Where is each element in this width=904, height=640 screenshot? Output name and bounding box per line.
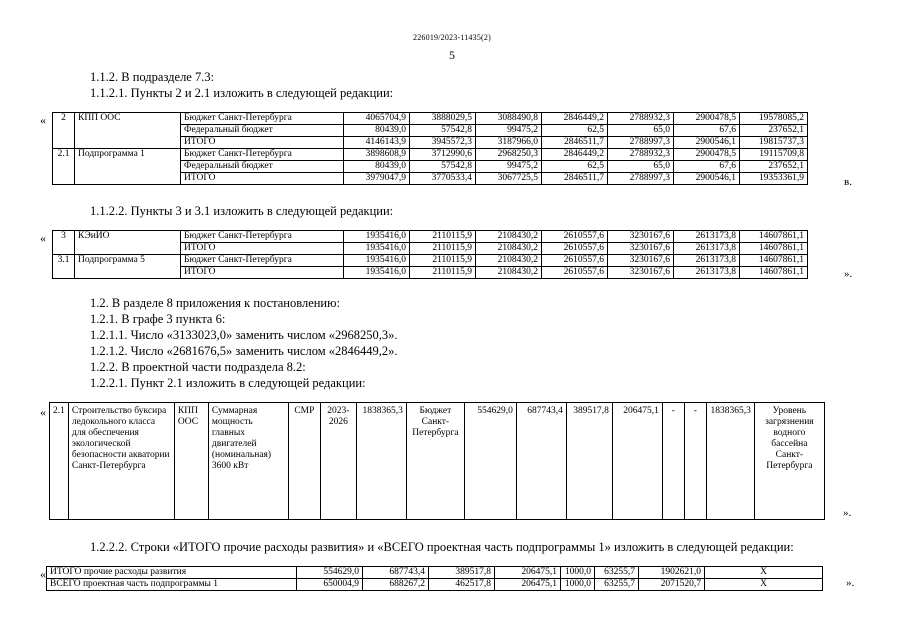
work-type: СМР — [288, 403, 320, 520]
organization: КПП ООС — [174, 403, 208, 520]
row-name: Подпрограмма 1 — [75, 149, 181, 185]
table-section-2 — [52, 112, 808, 185]
value-cell: 2846511,7 — [542, 173, 608, 185]
value-cell: 688267,2 — [363, 579, 429, 591]
value-cell: 65,0 — [608, 125, 674, 137]
value-cell: 2788997,3 — [608, 173, 674, 185]
table-row — [53, 149, 808, 161]
value-cell: 1935416,0 — [344, 231, 410, 243]
value-cell: 2613173,8 — [674, 255, 740, 267]
table-section-3 — [52, 230, 808, 279]
value-cell: 1000,0 — [561, 579, 595, 591]
value-cell: 19115709,8 — [740, 149, 808, 161]
value-cell: 4065704,9 — [344, 113, 410, 125]
value-cell: 3230167,6 — [608, 243, 674, 255]
value-cell: 2610557,6 — [542, 255, 608, 267]
value-cell: 4146143,9 — [344, 137, 410, 149]
open-quote: « — [40, 405, 46, 419]
paragraph-1-2-1-2: 1.2.1.2. Число «2681676,5» заменить числом «2846449,2». — [90, 344, 398, 358]
value-cell: 2108430,2 — [476, 243, 542, 255]
value-cell: 2900478,5 — [674, 113, 740, 125]
value-cell: 14607861,1 — [740, 255, 808, 267]
value-cell: 237652,1 — [740, 161, 808, 173]
value-cell: 389517,8 — [566, 403, 612, 520]
value-cell: 650004,9 — [297, 579, 363, 591]
value-cell: 3888029,5 — [410, 113, 476, 125]
paragraph-1-2-2-1: 1.2.2.1. Пункт 2.1 изложить в следующей редакции: — [90, 376, 366, 390]
table-totals — [46, 566, 823, 591]
value-cell: 2110115,9 — [410, 267, 476, 279]
value-cell: 1935416,0 — [344, 255, 410, 267]
row-name: КЭиИО — [75, 231, 181, 255]
closing-mark: в. — [844, 176, 852, 188]
close-quote: ». — [846, 577, 855, 589]
value-cell: 3770533,4 — [410, 173, 476, 185]
value-cell: 63255,7 — [595, 567, 639, 579]
value-cell: 237652,1 — [740, 125, 808, 137]
row-number: 2 — [53, 113, 75, 149]
value-cell: 2613173,8 — [674, 267, 740, 279]
paragraph-1-1-2: 1.1.2. В подразделе 7.3: — [90, 70, 215, 84]
value-cell: 3979047,9 — [344, 173, 410, 185]
value-cell: 2846511,7 — [542, 137, 608, 149]
value-cell: 67,6 — [674, 161, 740, 173]
row-label: ИТОГО прочие расходы развития — [47, 567, 297, 579]
value-cell: 1935416,0 — [344, 267, 410, 279]
value-cell: 2110115,9 — [410, 255, 476, 267]
funding-source: ИТОГО — [181, 243, 344, 255]
paragraph-1-2-2-2: 1.2.2.2. Строки «ИТОГО прочие расходы развития» и «ВСЕГО проектная часть подпрограммы 1» изложить в следующей редакции: — [90, 540, 794, 554]
value-cell: 62,5 — [542, 125, 608, 137]
value-cell: 99475,2 — [476, 161, 542, 173]
paragraph-1-2-1: 1.2.1. В графе 3 пункта 6: — [90, 312, 226, 326]
value-cell: 14607861,1 — [740, 243, 808, 255]
row-name: КПП ООС — [75, 113, 181, 149]
row-label: ВСЕГО проектная часть подпрограммы 1 — [47, 579, 297, 591]
funding-source: Федеральный бюджет — [181, 125, 344, 137]
value-cell: 462517,8 — [429, 579, 495, 591]
paragraph-1-1-2-2: 1.1.2.2. Пункты 3 и 3.1 изложить в следующей редакции: — [90, 204, 394, 218]
value-cell: 2108430,2 — [476, 267, 542, 279]
value-cell: 2788932,3 — [608, 113, 674, 125]
value-cell: 57542,8 — [410, 161, 476, 173]
value-cell: 80439,0 — [344, 125, 410, 137]
table-row — [47, 579, 823, 591]
close-quote: ». — [844, 268, 853, 280]
table-row — [47, 567, 823, 579]
funding-source: Бюджет Санкт-Петербурга — [181, 255, 344, 267]
value-cell: 1935416,0 — [344, 243, 410, 255]
value-cell: 554629,0 — [464, 403, 516, 520]
value-cell: 3230167,6 — [608, 231, 674, 243]
value-cell: 63255,7 — [595, 579, 639, 591]
value-cell: 62,5 — [542, 161, 608, 173]
value-cell: 206475,1 — [495, 579, 561, 591]
value-cell: 19578085,2 — [740, 113, 808, 125]
value-cell: 3230167,6 — [608, 255, 674, 267]
funding-source: Бюджет Санкт-Петербурга — [181, 149, 344, 161]
value-cell: 67,6 — [674, 125, 740, 137]
table-row — [53, 231, 808, 243]
open-quote: « — [40, 231, 46, 245]
open-quote: « — [40, 567, 46, 581]
funding-source: Федеральный бюджет — [181, 161, 344, 173]
funding-source: Бюджет Санкт-Петербурга — [181, 231, 344, 243]
value-cell: 2110115,9 — [410, 231, 476, 243]
value-cell: 389517,8 — [429, 567, 495, 579]
value-cell: 65,0 — [608, 161, 674, 173]
paragraph-1-2: 1.2. В разделе 8 приложения к постановлению: — [90, 296, 340, 310]
value-cell: 554629,0 — [297, 567, 363, 579]
paragraph-1-2-1-1: 1.2.1.1. Число «3133023,0» заменить числом «2968250,3». — [90, 328, 398, 342]
row-name: Подпрограмма 5 — [75, 255, 181, 279]
value-cell: 2900546,1 — [674, 137, 740, 149]
value-cell: 19353361,9 — [740, 173, 808, 185]
value-cell: 2110115,9 — [410, 243, 476, 255]
value-cell: 2610557,6 — [542, 267, 608, 279]
value-cell: 3088490,8 — [476, 113, 542, 125]
value-cell: 2610557,6 — [542, 231, 608, 243]
value-cell: 687743,4 — [363, 567, 429, 579]
value-cell: 3712990,6 — [410, 149, 476, 161]
value-cell: 2108430,2 — [476, 255, 542, 267]
value-cell: 2900478,5 — [674, 149, 740, 161]
row-number: 2.1 — [53, 149, 75, 185]
paragraph-1-1-2-1: 1.1.2.1. Пункты 2 и 2.1 изложить в следующей редакции: — [90, 86, 394, 100]
value-cell: 2613173,8 — [674, 243, 740, 255]
value-cell: 2788932,3 — [608, 149, 674, 161]
value-cell: 1000,0 — [561, 567, 595, 579]
value-cell: 206475,1 — [495, 567, 561, 579]
value-cell: - — [684, 403, 706, 520]
x-cell: Х — [705, 567, 823, 579]
description: Суммарная мощность главных двигателей (номинальная) 3600 кВт — [208, 403, 288, 520]
value-cell: 14607861,1 — [740, 231, 808, 243]
value-cell: 2071520,7 — [639, 579, 705, 591]
funding-source: Бюджет Санкт-Петербурга — [406, 403, 464, 520]
value-cell: 19815737,3 — [740, 137, 808, 149]
value-cell: 57542,8 — [410, 125, 476, 137]
total-cost: 1838365,3 — [356, 403, 406, 520]
value-cell: 80439,0 — [344, 161, 410, 173]
object-name: Строительство буксира ледокольного класса для обеспечения экологической безопасности акватории Санкт-Петербурга — [68, 403, 174, 520]
value-cell: 2613173,8 — [674, 231, 740, 243]
value-cell: 3945572,3 — [410, 137, 476, 149]
page-number: 5 — [449, 48, 455, 62]
value-cell: 3898608,9 — [344, 149, 410, 161]
value-cell: 3067725,5 — [476, 173, 542, 185]
value-cell: 2108430,2 — [476, 231, 542, 243]
row-number: 3.1 — [53, 255, 75, 279]
close-quote: ». — [843, 507, 852, 519]
row-number: 3 — [53, 231, 75, 255]
value-cell: 2788997,3 — [608, 137, 674, 149]
x-cell: Х — [705, 579, 823, 591]
value-cell: 2968250,3 — [476, 149, 542, 161]
expected-result: Уровень загрязнения водного бассейна Санкт-Петербурга — [754, 403, 824, 520]
funding-source: ИТОГО — [181, 137, 344, 149]
value-cell: 2846449,2 — [542, 113, 608, 125]
funding-source: ИТОГО — [181, 173, 344, 185]
open-quote: « — [40, 113, 46, 127]
years: 2023-2026 — [320, 403, 356, 520]
value-cell: 206475,1 — [612, 403, 662, 520]
value-cell: 2846449,2 — [542, 149, 608, 161]
value-cell: 3230167,6 — [608, 267, 674, 279]
funding-source: ИТОГО — [181, 267, 344, 279]
table-item-2-1 — [49, 402, 825, 520]
paragraph-1-2-2: 1.2.2. В проектной части подраздела 8.2: — [90, 360, 306, 374]
value-cell: - — [662, 403, 684, 520]
document-number: 226019/2023-11435(2) — [413, 33, 491, 42]
table-row — [53, 255, 808, 267]
value-cell: 14607861,1 — [740, 267, 808, 279]
value-cell: 2900546,1 — [674, 173, 740, 185]
value-cell: 3187966,0 — [476, 137, 542, 149]
row-number: 2.1 — [50, 403, 69, 520]
value-cell: 1902621,0 — [639, 567, 705, 579]
value-cell: 687743,4 — [516, 403, 566, 520]
value-cell: 99475,2 — [476, 125, 542, 137]
value-cell: 1838365,3 — [706, 403, 754, 520]
value-cell: 2610557,6 — [542, 243, 608, 255]
table-row — [53, 113, 808, 125]
funding-source: Бюджет Санкт-Петербурга — [181, 113, 344, 125]
